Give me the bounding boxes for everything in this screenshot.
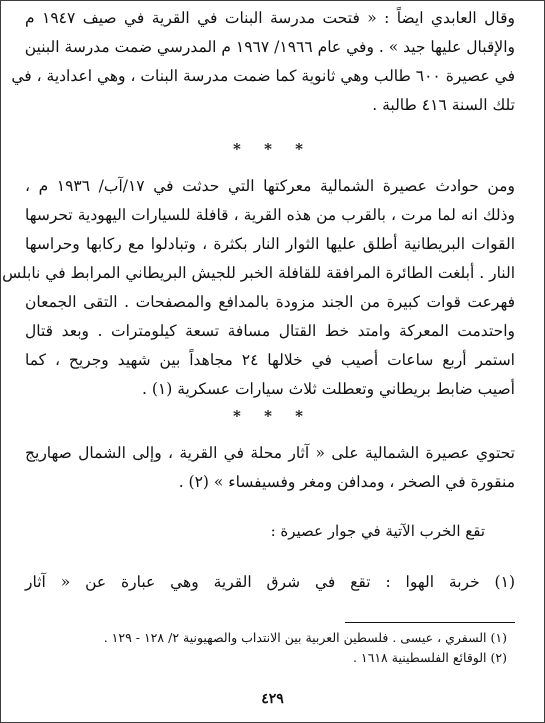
paragraph2-line-3: القوات البريطانية أطلق عليها الثوار النار بكثرة ، وتبادلوا مع ركابها وحراسها — [25, 235, 515, 253]
paragraph2-line-4: النار . أبلغت الطائرة المرافقة للقافلة الخبر للجيش البريطاني المرابط في نابلس — [2, 264, 515, 282]
paragraph3-line-2: منقورة في الصخر ، ومدافن ومغر وفسيفساء » (٢) . — [178, 473, 515, 491]
paragraph1-line-2: والإقبال عليها جيد » . وفي عام ١٩٦٦/ ١٩٦٧ م المدرسي ضمت مدرسة البنين — [24, 38, 515, 56]
footnote-2: (٢) الوقائع الفلسطينية ١٦١٨ . — [352, 650, 507, 665]
footnote-1: (١) السفري ، عيسى . فلسطين العربية بين الانتداب والصهيونية ٢/ ١٢٨ - ١٢٩ . — [103, 630, 507, 645]
paragraph2-line-1: ومن حوادث عصيرة الشمالية معركتها التي حدثت في ١٧/آب/ ١٩٣٦ م ، — [25, 177, 515, 195]
paragraph2-line-2: وذلك انه لما مرت ، بالقرب من هذه القرية ، قافلة للسيارات اليهودية تحرسها — [25, 206, 515, 224]
paragraph2-line-8: أصيب ضابط بريطاني وتعطلت ثلاث سيارات عسكرية (١) . — [142, 380, 515, 398]
paragraph1-line-3: في عصيرة ٦٠٠ طالب وهي ثانوية كما ضمت مدرسة البنات ، وهي اعدادية ، في — [11, 67, 515, 85]
paragraph2-line-7: استمر أربع ساعات أصيب في خلالها ٢٤ مجاهداً بين شهيد وجريح ، كما — [25, 351, 515, 369]
section-separator: * * * — [233, 407, 312, 425]
paragraph2-line-6: واحتدمت المعركة وامتد خط القتال مسافة تسعة كيلومترات . وبعد قتال — [25, 322, 515, 340]
footnote-divider — [345, 622, 515, 623]
ruins-intro: تقع الخرب الآتية في جوار عصيرة : — [270, 522, 485, 540]
page-number: ٤٢٩ — [261, 691, 284, 707]
ruin-item-1: (١) خربة الهوا : تقع في شرق القرية وهي عبارة عن « آثار — [25, 573, 515, 591]
paragraph3-line-1: تحتوي عصيرة الشمالية على « آثار محلة في القرية ، وإلى الشمال صهاريج — [25, 444, 515, 462]
paragraph1-line-4: تلك السنة ٤١٦ طالبة . — [372, 96, 515, 114]
paragraph2-line-5: فهرعت قوات كبيرة من الجند مزودة بالمدافع والمصفحات . التقى الجمعان — [25, 293, 515, 311]
section-separator: * * * — [233, 140, 312, 158]
paragraph1-line-1: وقال العابدي ايضاً : « فتحت مدرسة البنات في القرية في صيف ١٩٤٧ م — [25, 9, 516, 27]
